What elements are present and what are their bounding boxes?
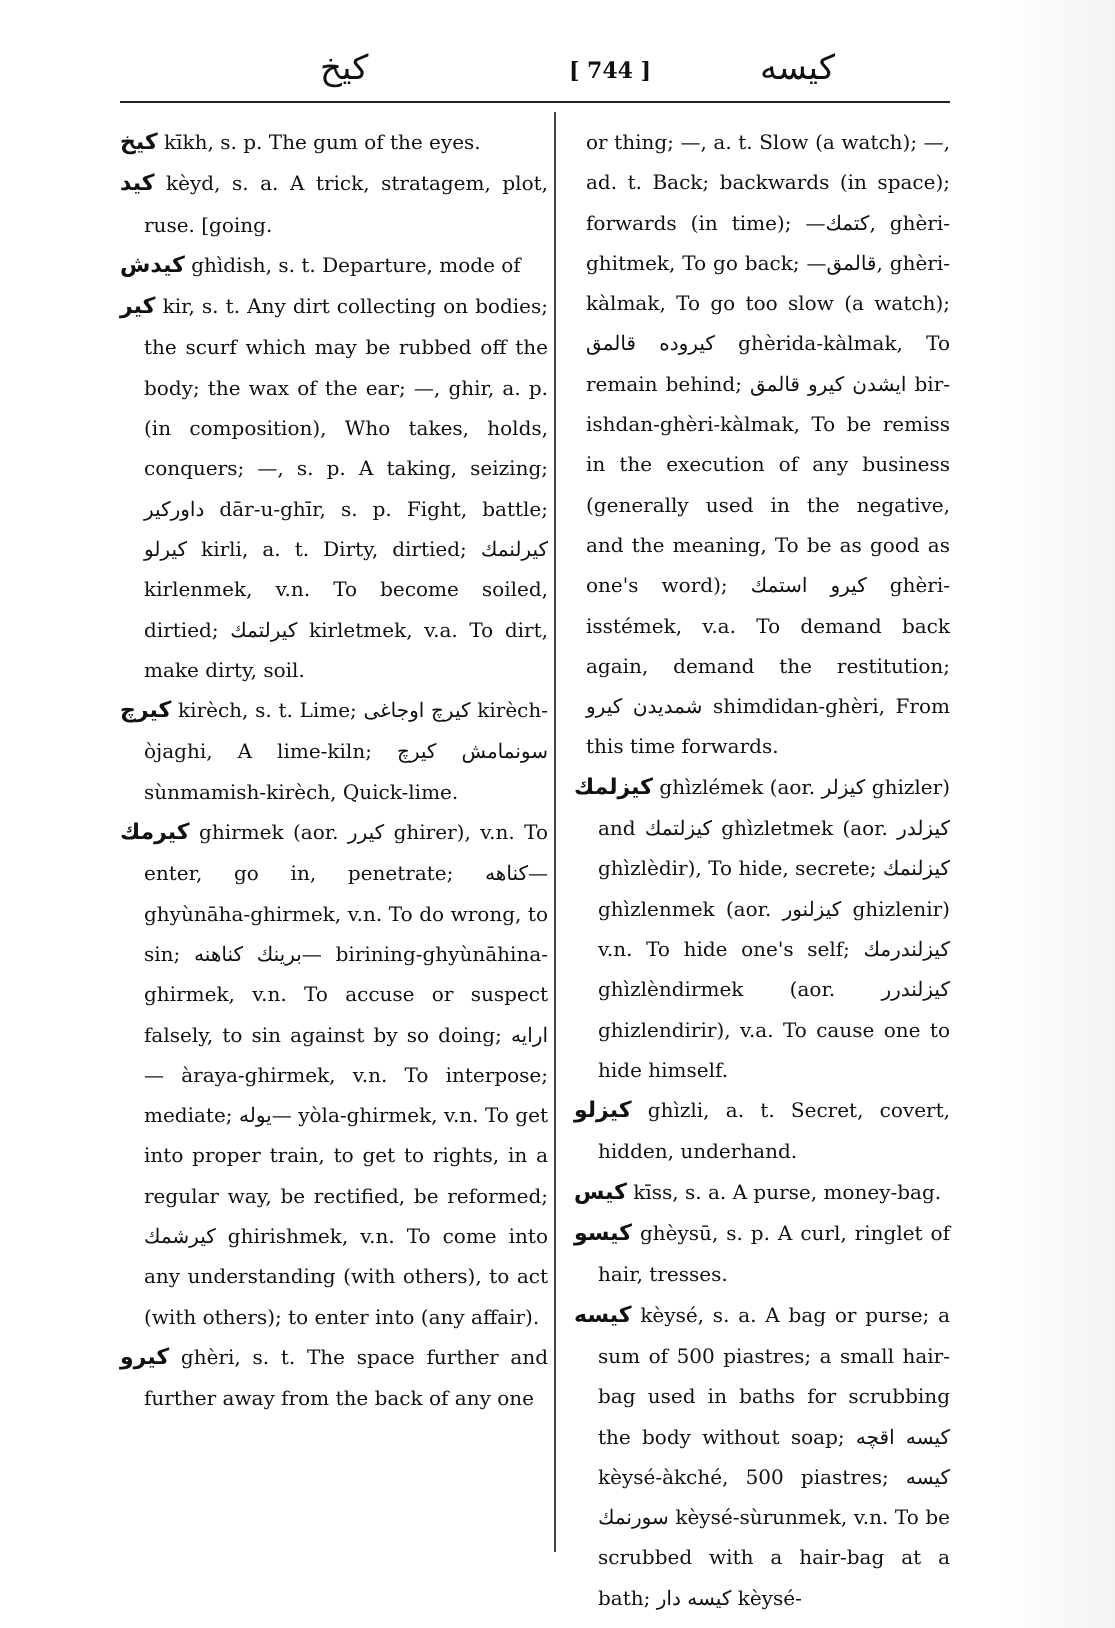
continued-entry-text: or thing; —, a. t. Slow (a watch); —, ad. t. Back; backwards (in space); forwards (in time); —كتمك, ghèri-ghitmek, To go back; —قالمق, ghèri-kàlmak, To go too slow (a watch); كيروده قالمق ghèrida-kàlmak, To remain behind; ايشدن كيرو قالمق bir-ishdan-ghèri-kàlmak, To be remiss in the execution of any business (generally used in the negative, and the meaning, To be as good as one's word); كيرو استمك ghèri-isstémek, v.a. To demand back again, demand the restitution; شمديدن كيرو shimdidan-ghèri, From this time forwards. (586, 130, 951, 759)
entry-arabic: كيس (574, 1179, 627, 1205)
running-headword-right: كيسه (760, 48, 836, 88)
entry (120, 122, 548, 163)
entry (120, 690, 548, 812)
entry-arabic: كيزلمك (574, 774, 653, 800)
entry (120, 163, 548, 245)
entry-arabic: كيد (120, 171, 155, 197)
entry (120, 245, 548, 286)
entry-text: kirèch, s. t. Lime; كيرچ اوجاغى kirèch-òjaghi, A lime-kiln; سونمامش كيرچ sùnmamish-kirèch, Quick-lime. (144, 698, 548, 804)
header-rule (120, 101, 950, 103)
entry-arabic: كيزلو (574, 1098, 632, 1124)
entry-arabic: كيرچ (120, 698, 172, 724)
entry (120, 286, 548, 690)
running-headword-left: كيخ (320, 48, 369, 88)
entry (574, 767, 950, 1090)
entry-text: ghirmek (aor. كيرر ghirer), v.n. To enter, go in, penetrate; كناهه— ghyùnāha-ghirmek, v.n. To do wrong, to sin; برينك كناهنه— birining-ghyùnāhina-ghirmek, v.n. To accuse or suspect falsely, to sin against by so doing; ارايه— àraya-ghirmek, v.n. To interpose; mediate; يوله— yòla-ghirmek, v.n. To get into proper train, to get to rights, in a regular way, be rectified, be reformed; كيرشمك ghirishmek, v.n. To come into any understanding (with others), to act (with others); to enter into (any affair). (144, 820, 549, 1329)
entry-arabic: كيرو (120, 1344, 170, 1370)
entry-arabic: كيسه (574, 1302, 632, 1328)
page-header (120, 48, 950, 100)
entry-text: kèyd, s. a. A trick, stratagem, plot, ruse. [going. (144, 171, 549, 237)
left-column (120, 122, 548, 1419)
entry-text: kèysé, s. a. A bag or purse; a sum of 500 piastres; a small hair-bag used in baths for scrubbing the body without soap; كيسه اقچه kèysé-àkché, 500 piastres; كيسه سورنمك kèysé-sùrunmek, v.n. To be scrubbed with a hair-bag at a bath; كيسه دار kèysé- (598, 1302, 951, 1610)
entry-text: kir, s. t. Any dirt collecting on bodies; the scurf which may be rubbed off the body; the wax of the ear; —, ghir, a. p. (in composition), Who takes, holds, conquers; —, s. p. A taking, seizing; داوركير dār-u-ghīr, s. p. Fight, battle; كيرلو kirli, a. t. Dirty, dirtied; كيرلنمك kirlenmek, v.n. To become soiled, dirtied; كيرلتمك kirletmek, v.a. To dirt, make dirty, soil. (144, 294, 548, 682)
entry-text: kīkh, s. p. The gum of the eyes. (164, 130, 481, 154)
entry (120, 812, 548, 1337)
entry-arabic: كيخ (120, 130, 158, 155)
entry-arabic: كيرمك (120, 820, 190, 846)
entry (574, 1295, 950, 1618)
entry-text: ghìdish, s. t. Departure, mode of (191, 252, 521, 277)
entry-text: ghèri, s. t. The space further and further away from the back of any one (144, 1344, 549, 1411)
entry-arabic: كيدش (120, 252, 185, 278)
page-number: [ 744 ] (568, 58, 652, 84)
entry-arabic: كير (120, 294, 156, 320)
entry-text: ghèysū, s. p. A curl, ringlet of hair, tresses. (598, 1221, 950, 1287)
entry (120, 1337, 548, 1419)
page-edge-shading (1000, 0, 1115, 1628)
entry-text: ghìzlémek (aor. كيزلر ghizler) and كيزلتمك ghìzletmek (aor. كيزلدر ghìzlèdir), To hide, secrete; كيزلنمك ghìzlenmek (aor. كيزلنور ghizlenir) v.n. To hide one's self; كيزلندرمك ghìzlèndirmek (aor. كيزلندرر ghizlendirir), v.a. To cause one to hide himself. (598, 774, 950, 1082)
entry (574, 1090, 950, 1172)
entry-text: kīss, s. a. A purse, money-bag. (633, 1179, 942, 1204)
entry-arabic: كيسو (574, 1221, 632, 1247)
column-divider (554, 112, 556, 1552)
entry-text: ghìzli, a. t. Secret, covert, hidden, underhand. (598, 1098, 951, 1164)
entry (574, 1213, 950, 1295)
right-column (574, 122, 950, 1618)
entry (574, 1172, 950, 1213)
